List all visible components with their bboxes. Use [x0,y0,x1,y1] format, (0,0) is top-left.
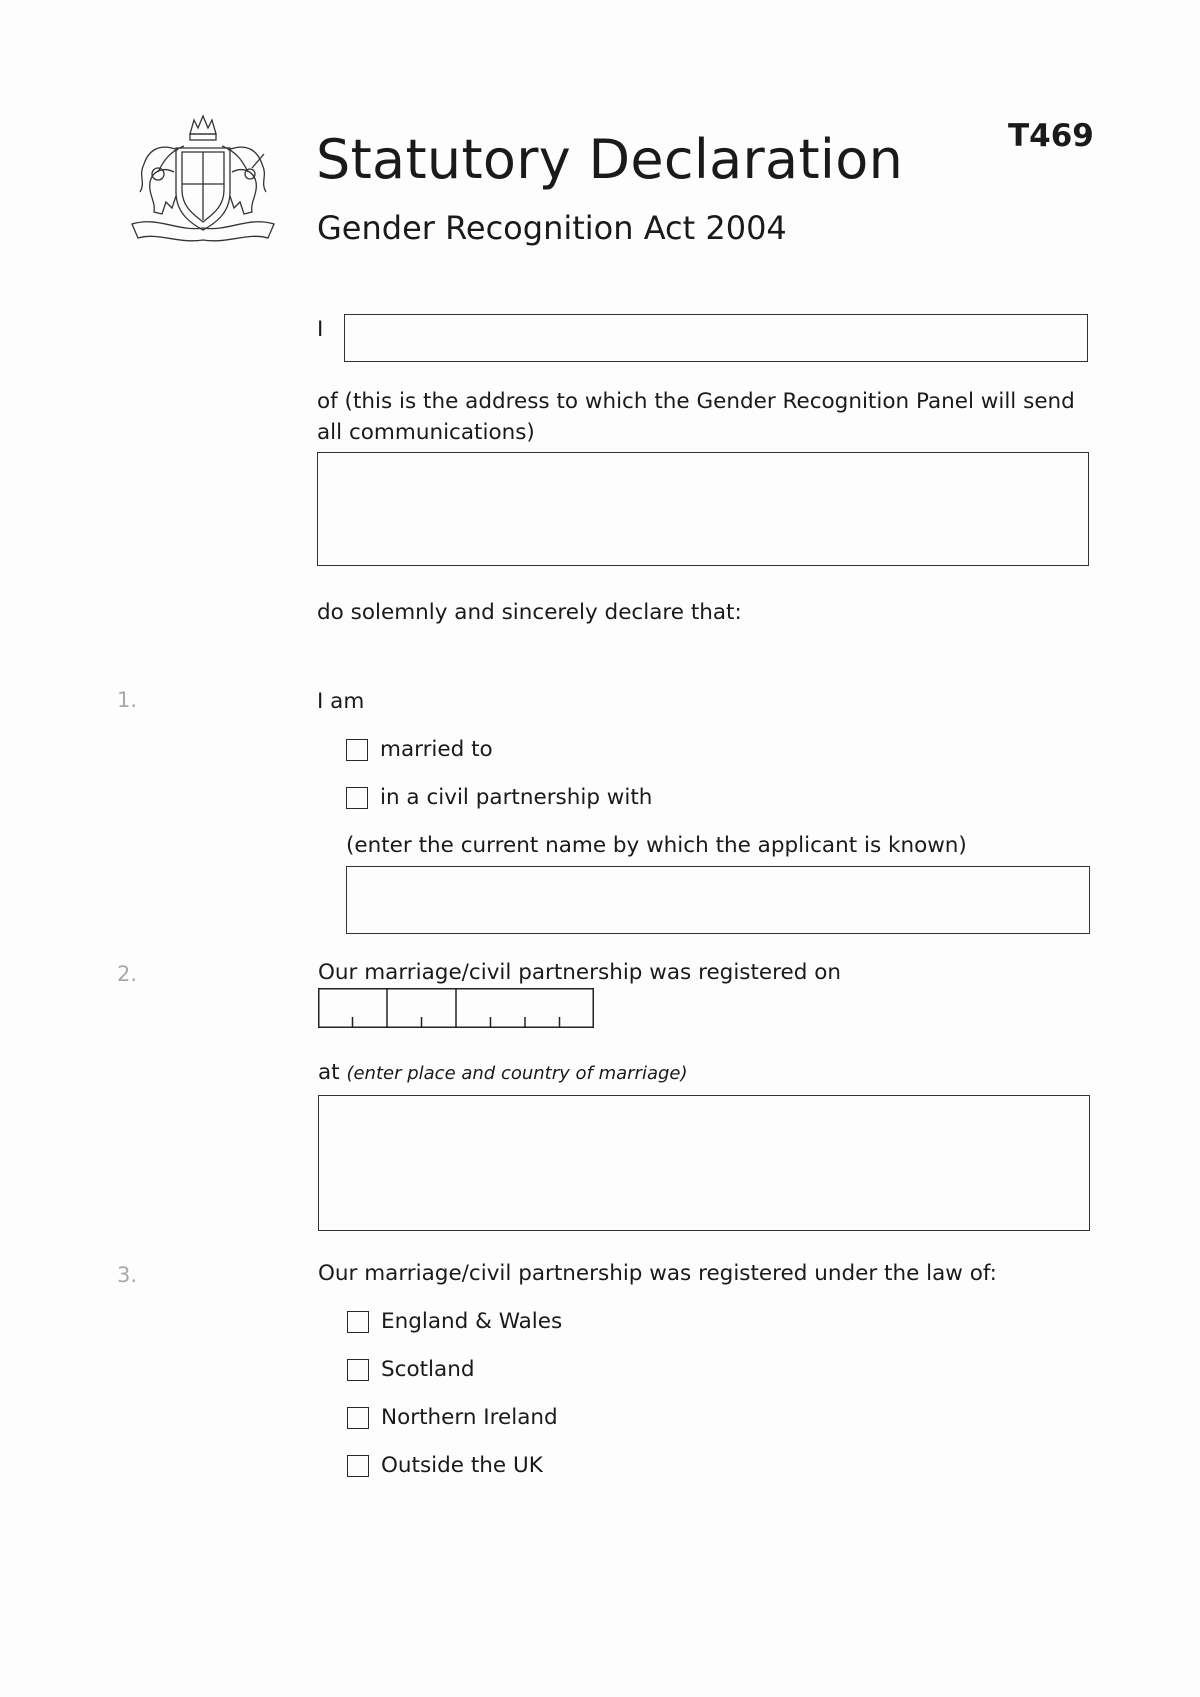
form-subtitle: Gender Recognition Act 2004 [317,209,787,247]
married-to-label: married to [380,737,493,762]
declaration-statement: do solemnly and sincerely declare that: [317,600,742,625]
northern-ireland-checkbox[interactable] [347,1407,369,1429]
married-to-option[interactable] [346,734,493,765]
section-1-number: 1. [117,688,138,712]
england-wales-option[interactable] [347,1306,562,1337]
married-to-checkbox[interactable] [346,739,368,761]
section-3-number: 3. [117,1263,138,1287]
place-label-hint: (enter place and country of marriage) [346,1063,688,1084]
scotland-option[interactable] [347,1354,474,1385]
england-wales-label: England & Wales [381,1309,563,1334]
partner-name-field[interactable] [346,866,1090,934]
royal-coat-of-arms-icon [118,112,288,252]
civil-partnership-label: in a civil partnership with [380,785,653,810]
outside-uk-option[interactable] [347,1450,543,1481]
scotland-label: Scotland [381,1357,475,1382]
scotland-checkbox[interactable] [347,1359,369,1381]
civil-partnership-option[interactable] [346,782,652,813]
form-title: Statutory Declaration [316,128,904,191]
law-jurisdiction-label: Our marriage/civil partnership was registered under the law of: [318,1261,997,1286]
england-wales-checkbox[interactable] [347,1311,369,1333]
place-field[interactable] [318,1095,1090,1231]
section-2-number: 2. [117,962,138,986]
form-code: T469 [1008,118,1094,154]
registration-date-field[interactable] [318,988,594,1028]
partner-name-hint: (enter the current name by which the applicant is known) [346,833,967,858]
declarant-name-field[interactable] [344,314,1088,362]
place-label [318,1057,688,1089]
address-field[interactable] [317,452,1089,566]
civil-partnership-checkbox[interactable] [346,787,368,809]
northern-ireland-option[interactable] [347,1402,558,1433]
registration-date-label: Our marriage/civil partnership was registered on [318,960,842,985]
outside-uk-label: Outside the UK [381,1453,543,1478]
place-label-prefix: at [318,1060,340,1085]
address-label: of (this is the address to which the Gender Recognition Panel will send all communications) [317,389,1075,445]
section-1-intro: I am [317,689,365,714]
outside-uk-checkbox[interactable] [347,1455,369,1477]
declarant-label: I [317,317,324,342]
northern-ireland-label: Northern Ireland [381,1405,558,1430]
